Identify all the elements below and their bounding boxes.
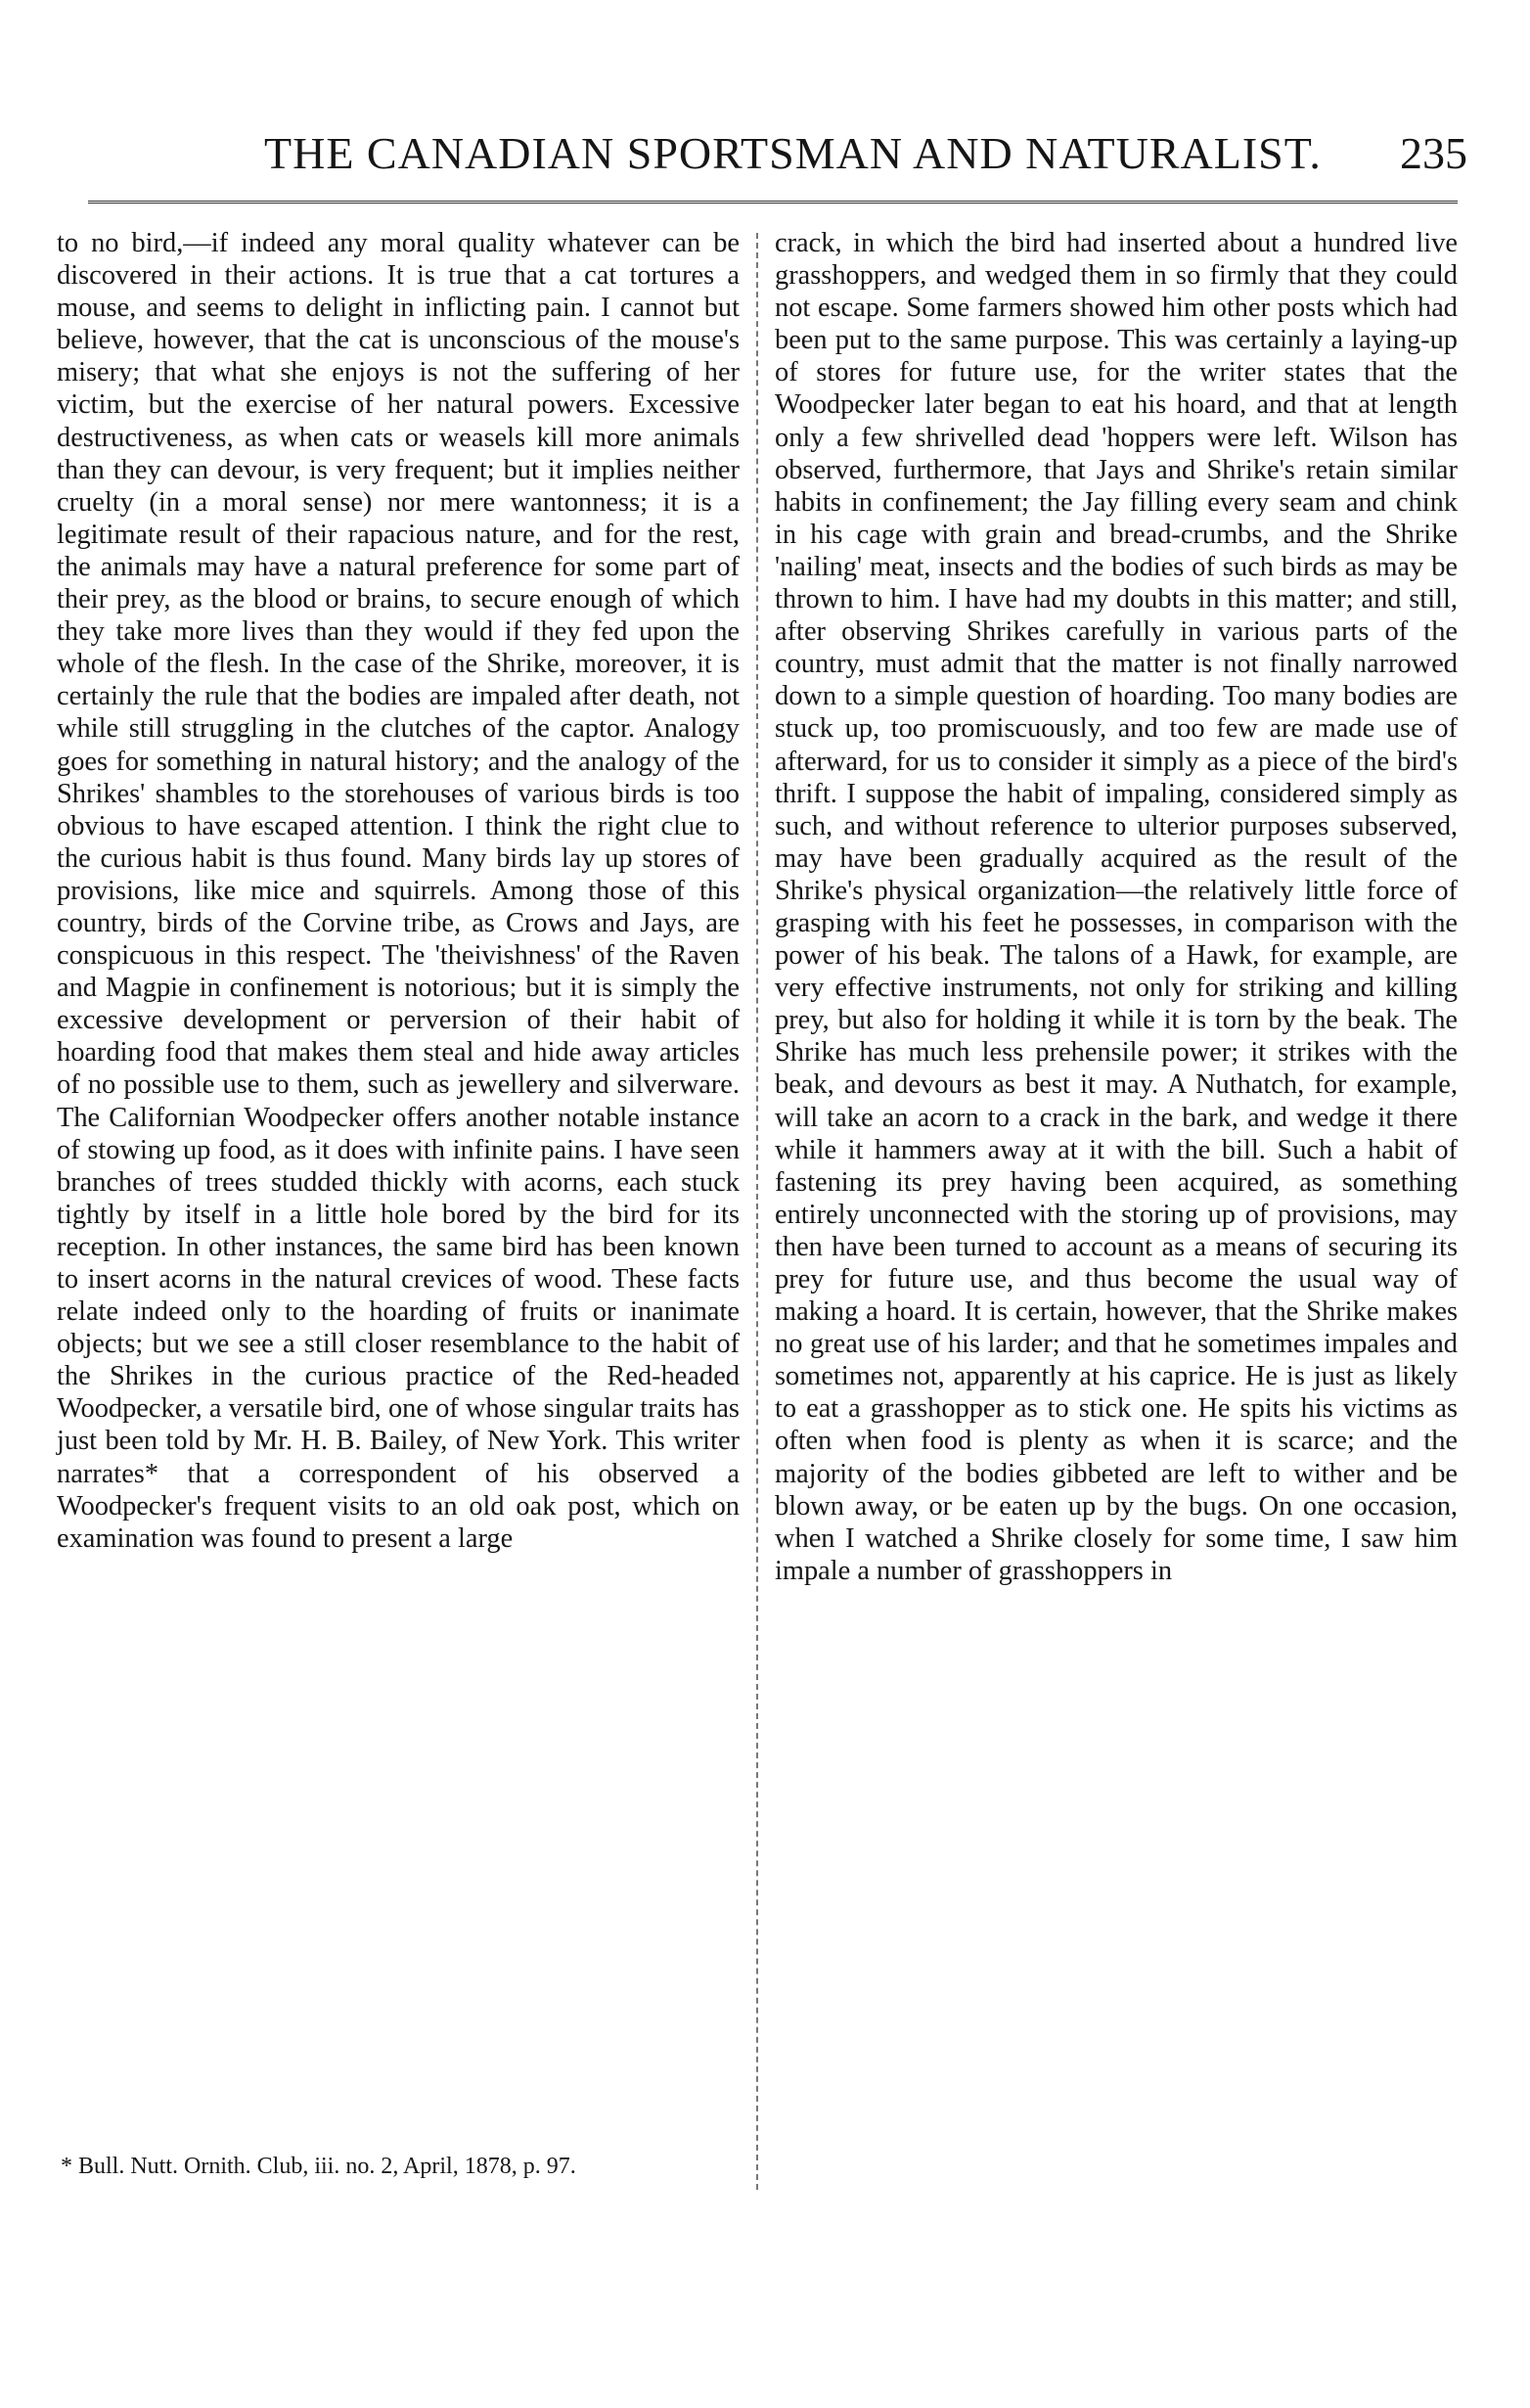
right-column-text: crack, in which the bird had inserted about a hundred live grasshoppers, and wedged them in so firmly that they could not escape. Some farmers showed him other posts which had been put to the same purpose. This was certainly a laying-up of stores for future use, for the writer states that the Woodpecker later began to eat his hoard, and that at length only a few shrivelled dead 'hoppers were left. Wilson has observed, furthermore, that Jays and Shrike's retain similar habits in confinement; the Jay filling every seam and chink in his cage with grain and bread-crumbs, and the Shrike 'nailing' meat, insects and the bodies of such birds as may be thrown to him. I have had my doubts in this matter; and still, after observing Shrikes carefully in various parts of the country, must admit that the matter is not finally narrowed down to a simple question of hoarding. Too many bodies are stuck up, too promiscuously, and too few are made use of afterward, for us to consider it simply as a piece of the bird's thrift. I suppose the habit of impaling, considered simply as such, and without reference to ulterior purposes subserved, may have been gradually acquired as the result of the Shrike's physical organization—the relatively little force of grasping with his feet he possesses, in comparison with the power of his beak. The talons of a Hawk, for example, are very effective instruments, not only for striking and killing prey, but also for holding it while it is torn by the beak. The Shrike has much less prehensile power; it strikes with the beak, and devours as best it may. A Nuthatch, for example, will take an acorn to a crack in the bark, and wedge it there while it hammers away at it with the bill. Such a habit of fastening its prey having been acquired, as something entirely unconnected with the storing up of provisions, may then have been turned to account as a means of securing its prey for future use, and thus become the usual way of making a hoard. It is certain, however, that the Shrike makes no great use of his larder; and that he sometimes impales and sometimes not, apparently at his caprice. He is just as likely to eat a grasshopper as to stick one. He spits his victims as often when food is plenty as when it is scarce; and the majority of the bodies gibbeted are left to wither and be blown away, or be eaten up by the bugs. On one occasion, when I watched a Shrike closely for some time, I saw him impale a number of grasshoppers in [775, 228, 1458, 1586]
footnote: * Bull. Nutt. Ornith. Club, iii. no. 2, April, 1878, p. 97. [61, 2154, 576, 2179]
page-number: 235 [1400, 128, 1467, 178]
running-title: THE CANADIAN SPORTSMAN AND NATURALIST. [264, 128, 1322, 178]
page-header [59, 127, 1467, 186]
left-column-text: to no bird,—if indeed any moral quality whatever can be discovered in their actions. It is true that a cat tortures a mouse, and seems to delight in inflicting pain. I cannot but believe, however, that the cat is unconscious of the mouse's misery; that what she enjoys is not the suffering of her victim, but the exercise of her natural powers. Excessive destructiveness, as when cats or weasels kill more animals than they can devour, is very frequent; but it implies neither cruelty (in a moral sense) nor mere wantonness; it is a legitimate result of their rapacious nature, and for the rest, the animals may have a natural preference for some part of their prey, as the blood or brains, to secure enough of which they take more lives than they would if they fed upon the whole of the flesh. In the case of the Shrike, moreover, it is certainly the rule that the bodies are impaled after death, not while still struggling in the clutches of the captor. Analogy goes for something in natural history; and the analogy of the Shrikes' shambles to the storehouses of various birds is too obvious to have escaped attention. I think the right clue to the curious habit is thus found. Many birds lay up stores of provisions, like mice and squirrels. Among those of this country, birds of the Corvine tribe, as Crows and Jays, are conspicuous in this respect. The 'theivishness' of the Raven and Magpie in confinement is notorious; but it is simply the excessive development or perversion of their habit of hoarding food that makes them steal and hide away articles of no possible use to them, such as jewellery and silverware. The Californian Woodpecker offers another notable instance of stowing up food, as it does with infinite pains. I have seen branches of trees studded thickly with acorns, each stuck tightly by itself in a little hole bored by the bird for its reception. In other instances, the same bird has been known to insert acorns in the natural crevices of wood. These facts relate indeed only to the hoarding of fruits or inanimate objects; but we see a still closer resemblance to the habit of the Shrikes in the curious practice of the Red-headed Woodpecker, a versatile bird, one of whose singular traits has just been told by Mr. H. B. Bailey, of New York. This writer narrates* that a correspondent of his observed a Woodpecker's frequent visits to an old oak post, which on examination was found to present a large [57, 228, 740, 1554]
right-column [775, 227, 1458, 1587]
left-column [57, 227, 740, 1555]
header-rule [88, 201, 1458, 204]
column-divider [756, 233, 758, 2190]
